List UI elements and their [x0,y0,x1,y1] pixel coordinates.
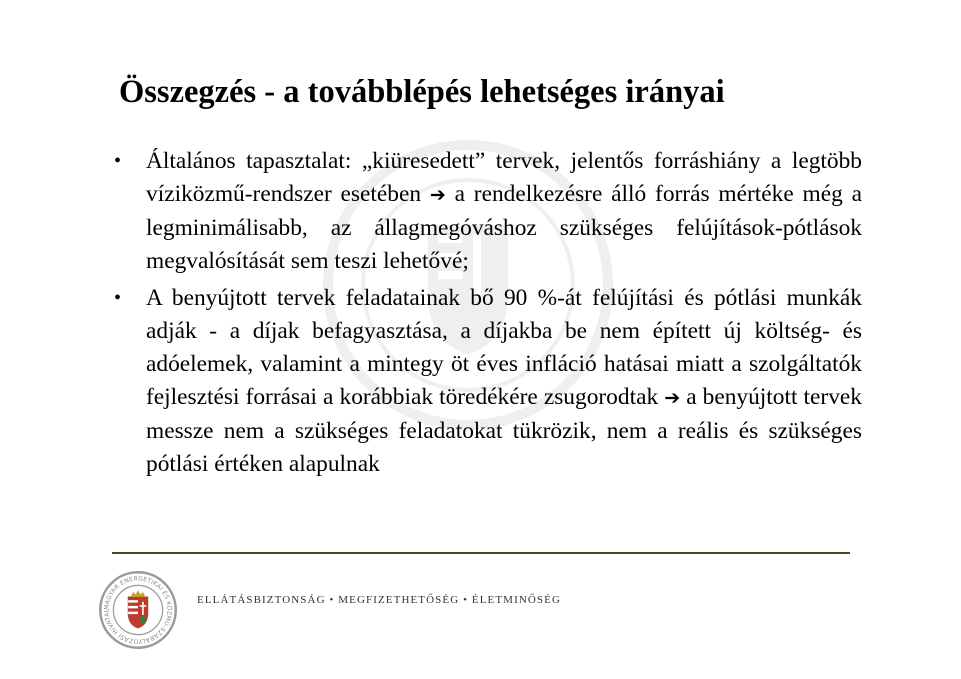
bullet-text-continued: a benyújtott tervek messze nem a szükséges feladatokat tükrözik, nem a reális és szükséges pótlási értéken alapulnak [146,384,862,477]
right-arrow-icon: ➔ [664,387,681,409]
bullet-list [112,145,862,485]
footer-divider [112,552,850,554]
right-arrow-icon: ➔ [429,184,446,206]
bullet-marker: • [114,287,122,309]
footer-slogan: ELLÁTÁSBIZTONSÁG • MEGFIZETHETŐSÉG • ÉLETMINŐSÉG [197,594,561,606]
bullet-text: A benyújtott tervek feladatainak bő 90 %-át felújítási és pótlási munkák adják - a díjak befagyasztása, a díjakba be nem épített új költség- és adóelemek, valamint a mintegy öt éves infláció hatásai miatt a szolgáltatók fejlesztési forrásai a korábbiak töredékére zsugorodtak [146,285,862,410]
bullet-item [112,145,862,278]
bullet-text: Általános tapasztalat: „kiüresedett” tervek, jelentős forráshiány a legtöbb víziközmű-rendszer esetében [146,148,862,207]
seal-ring-text: MAGYAR ENERGETIKAI ÉS KÖZMŰ-SZABÁLYOZÁSI HIVATAL [103,575,173,645]
bullet-text-continued: a rendelkezésre álló forrás mértéke még a legminimálisabb, az állagmegóváshoz szükséges felújítások-pótlások megvalósítását sem teszi lehetővé; [146,181,862,274]
bullet-item [112,282,862,481]
slide-title: Összegzés - a továbblépés lehetséges irányai [119,74,725,110]
bullet-marker: • [114,150,122,172]
coat-of-arms-seal-icon [97,569,179,651]
